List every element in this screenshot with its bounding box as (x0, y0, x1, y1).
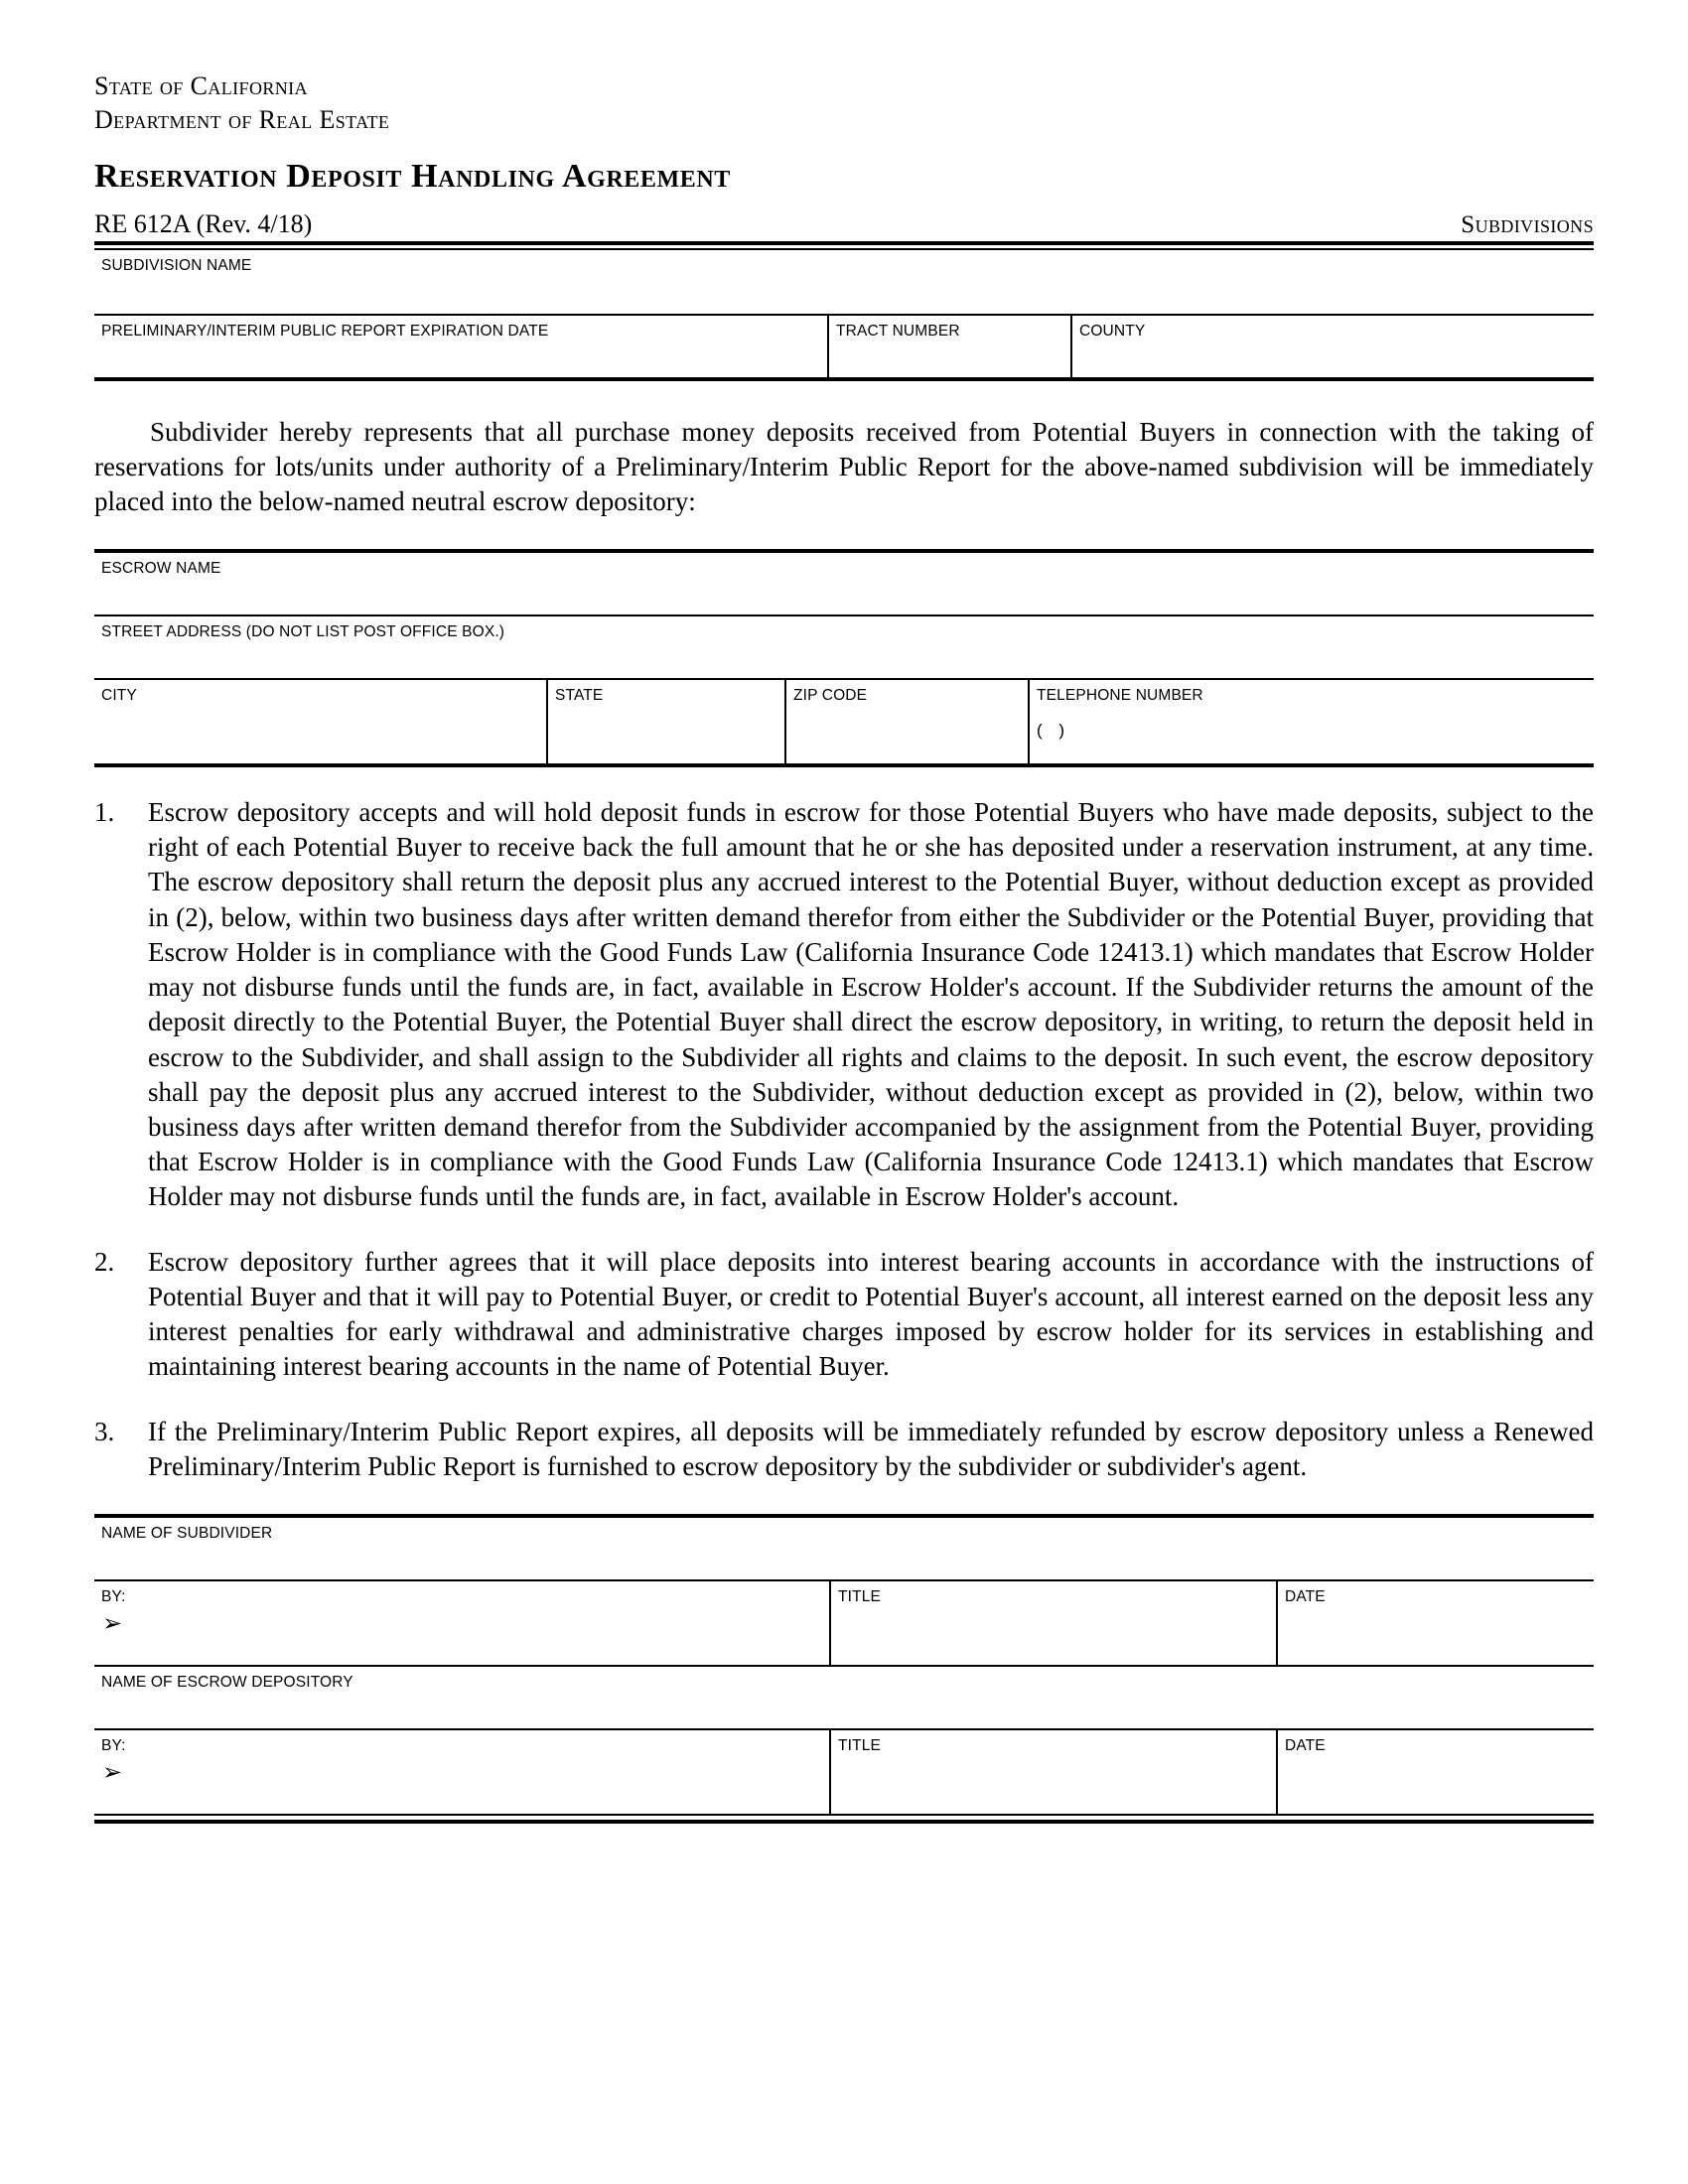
subdivider-by-field[interactable] (94, 1581, 829, 1665)
subdivider-name-row (94, 1518, 1594, 1579)
escrow-depository-name-field[interactable] (94, 1667, 1594, 1728)
signature-arrow-icon: ➢ (102, 1758, 123, 1787)
escrow-name-field[interactable] (94, 553, 1594, 614)
subdivider-title-field[interactable] (829, 1581, 1276, 1665)
form-sheet (94, 69, 1594, 1824)
clause-item (94, 1415, 1594, 1484)
state-field[interactable] (546, 680, 784, 763)
intro-paragraph: Subdivider hereby represents that all purchase money deposits received from Potential Buyers in connection with the taking of reservations for lots/units under authority of a Preliminary/Interim Public Report for the above-named subdivision will be immediately placed into the below-named neutral escrow depository: (94, 416, 1594, 516)
clauses-list (94, 795, 1594, 1484)
subdivision-name-field[interactable] (94, 250, 1594, 314)
subdivision-name-row (94, 250, 1594, 314)
escrow-name-row (94, 553, 1594, 614)
tract-number-field[interactable] (827, 316, 1070, 377)
divider-under-contact-row (94, 763, 1594, 767)
clause-text: Escrow depository further agrees that it will place deposits into interest bearing accounts in accordance with the instructions of Potential Buyer and that it will pay to Potential Buyer, or credit to Potential Buyer's account, all interest earned on the deposit less any interest penalties for early withdrawal and administrative charges imposed by escrow holder for its services in establishing and maintaining interest bearing accounts in the name of Potential Buyer. (148, 1246, 1594, 1382)
clause-item (94, 1245, 1594, 1385)
escrow-title-field[interactable] (829, 1730, 1276, 1814)
page-title: Reservation Deposit Handling Agreement (94, 157, 731, 195)
street-address-row (94, 616, 1594, 678)
escrow-date-field[interactable] (1276, 1730, 1594, 1814)
clause-number: 1. (94, 796, 115, 827)
form-id-row (94, 209, 1594, 241)
street-address-field[interactable] (94, 616, 1594, 678)
escrow-depository-name-label: NAME OF ESCROW DEPOSITORY (101, 1674, 353, 1692)
clause-item (94, 795, 1594, 1215)
tract-number-label: TRACT NUMBER (836, 322, 960, 340)
expiration-date-label: PRELIMINARY/INTERIM PUBLIC REPORT EXPIRATION DATE (101, 322, 549, 340)
divider-bottom-heavy (94, 1820, 1594, 1824)
zip-code-field[interactable] (784, 680, 1028, 763)
escrow-by-field[interactable] (94, 1730, 829, 1814)
form-number: RE 612A (Rev. 4/18) (94, 208, 313, 238)
subdivider-date-label: DATE (1285, 1588, 1326, 1606)
city-state-zip-phone-row (94, 680, 1594, 763)
escrow-by-label: BY: (101, 1737, 126, 1755)
subdivider-name-field[interactable] (94, 1518, 1594, 1579)
city-field[interactable] (94, 680, 546, 763)
escrow-signature-row (94, 1730, 1594, 1814)
agency-state-line: State of California (94, 71, 308, 100)
clause-number: 3. (94, 1416, 115, 1446)
telephone-label: TELEPHONE NUMBER (1037, 686, 1203, 704)
escrow-depository-name-row (94, 1667, 1594, 1728)
subdivider-title-label: TITLE (838, 1588, 881, 1606)
subdivider-signature-row (94, 1581, 1594, 1665)
subdivision-name-label: SUBDIVISION NAME (101, 256, 252, 274)
county-label: COUNTY (1079, 322, 1146, 340)
subdivider-by-label: BY: (101, 1588, 126, 1606)
city-label: CITY (101, 686, 137, 704)
state-label: STATE (555, 686, 604, 704)
report-details-row (94, 316, 1594, 377)
zip-code-label: ZIP CODE (793, 686, 868, 704)
clause-text: If the Preliminary/Interim Public Report expires, all deposits will be immediately refunded by escrow depository unless a Renewed Preliminary/Interim Public Report is furnished to escrow depository by the subdivider or subdivider's agent. (148, 1416, 1594, 1481)
clause-number: 2. (94, 1246, 115, 1277)
telephone-area-code-parens: ( ) (1037, 720, 1071, 740)
masthead (94, 69, 1594, 196)
escrow-name-label: ESCROW NAME (101, 559, 221, 577)
clause-text: Escrow depository accepts and will hold deposit funds in escrow for those Potential Buyers who have made deposits, subject to the right of each Potential Buyer to receive back the full amount that he or she has deposited under a reservation instrument, at any time. The escrow depository shall return the deposit plus any accrued interest to the Potential Buyer, without deduction except as provided in (2), below, within two business days after written demand therefor from either the Subdivider or the Potential Buyer, providing that Escrow Holder is in compliance with the Good Funds Law (California Insurance Code 12413.1) which mandates that Escrow Holder may not disburse funds until the funds are, in fact, available in Escrow Holder's account. If the Subdivider returns the amount of the deposit directly to the Potential Buyer, the Potential Buyer shall direct the escrow depository, in writing, to return the deposit held in escrow to the Subdivider, and shall assign to the Subdivider all rights and claims to the deposit. In such event, the escrow depository shall pay the deposit plus any accrued interest to the Subdivider, without deduction except as provided in (2), below, within two business days after written demand therefor from the Subdivider accompanied by the assignment from the Potential Buyer, providing that Escrow Holder is in compliance with the Good Funds Law (California Insurance Code 12413.1) which mandates that Escrow Holder may not disburse funds until the funds are, in fact, available in Escrow Holder's account. (148, 796, 1594, 1212)
escrow-title-label: TITLE (838, 1737, 881, 1755)
subdivider-name-label: NAME OF SUBDIVIDER (101, 1525, 273, 1543)
form-category: Subdivisions (1461, 210, 1594, 238)
subdivider-date-field[interactable] (1276, 1581, 1594, 1665)
divider-under-report-details (94, 377, 1594, 381)
expiration-date-field[interactable] (94, 316, 827, 377)
street-address-label: STREET ADDRESS (DO NOT LIST POST OFFICE BOX.) (101, 622, 505, 640)
signature-arrow-icon: ➢ (102, 1609, 123, 1638)
escrow-date-label: DATE (1285, 1737, 1326, 1755)
telephone-field[interactable] (1028, 680, 1594, 763)
county-field[interactable] (1070, 316, 1594, 377)
agency-department-line: Department of Real Estate (94, 105, 390, 135)
